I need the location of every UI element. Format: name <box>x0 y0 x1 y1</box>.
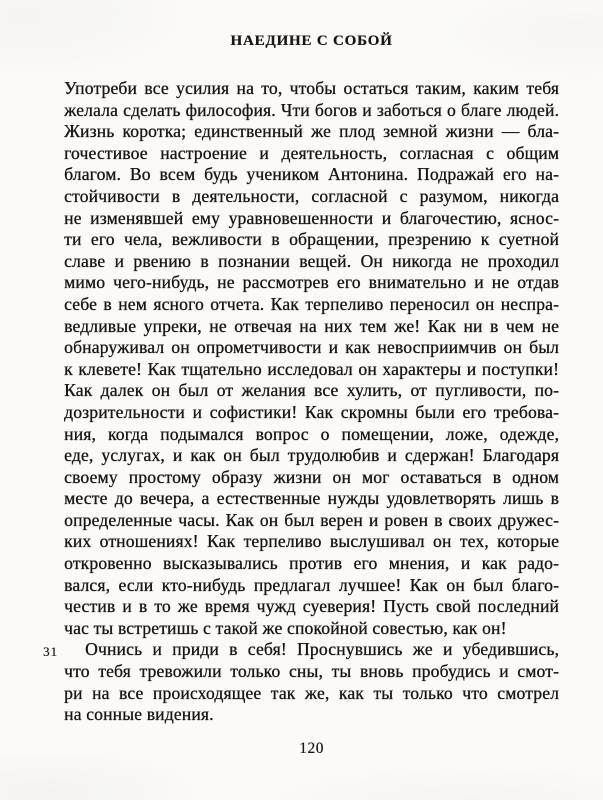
text-line: обнаруживал он опрометчивости и как невосприимчив он был <box>64 337 559 358</box>
text-line: на сонные видения. <box>64 704 214 725</box>
text-line: определенные часы. Как он был верен и ровен в своих дружес- <box>64 509 559 530</box>
text-line: своему простому образу жизни он мог оставаться в одном <box>64 466 559 487</box>
page-number: 120 <box>299 740 324 757</box>
text-line: Употреби все усилия на то, чтобы остаться таким, каким тебя <box>64 78 559 98</box>
text-line: себе в нем ясного отчета. Как терпеливо переносил он неспра- <box>64 293 559 314</box>
text-line: ких отношениях! Как терпеливо выслушивал он тех, которые <box>64 531 559 552</box>
text-line: что тебя тревожили только сны, ты вновь пробудись и смот- <box>64 661 559 682</box>
text-line: откровенно высказывались против его мнения, и как радо- <box>64 553 559 574</box>
text-line: благом. Во всем будь учеником Антонина. Подражай его на- <box>64 164 559 185</box>
text-line: желала сделать философия. Чти богов и заботься о благе людей. <box>64 99 559 120</box>
text-line: ния, когда подымался вопрос о помещении, ложе, одежде, <box>64 423 559 444</box>
text-line: мимо чего-нибудь, не рассмотрев его внимательно и не отдав <box>64 272 559 293</box>
text-line: ри на все происходящее так же, как ты только что смотрел <box>64 682 559 703</box>
text-line: вался, если кто-нибудь предлагал лучшее! Как он был благо- <box>64 574 559 595</box>
text-line: гочестивое настроение и деятельность, согласная с общим <box>64 142 559 163</box>
section-margin-number: 31 <box>43 644 58 659</box>
text-line: Очнись и приди в себя! Проснувшись же и убедившись, <box>85 639 559 660</box>
text-line: Как далек он был от желания все хулить, от пугливости, по- <box>64 380 559 401</box>
text-line: к клевете! Как тщательно исследовал он характеры и поступки! <box>64 358 559 379</box>
running-header: НАЕДИНЕ С СОБОЙ <box>230 33 393 49</box>
text-line: честив и в то же время чужд суеверия! Пусть свой последний <box>64 596 559 617</box>
text-line: ведливые упреки, не отвечая на них тем же! Как ни в чем не <box>64 315 559 336</box>
text-line: дозрительности и софистики! Как скромны были его требова- <box>64 401 559 422</box>
text-line: ти его чела, вежливости в обращении, презрению к суетной <box>64 229 559 250</box>
text-line: месте до вечера, а естественные нужды удовлетворять лишь в <box>64 488 559 509</box>
text-line: славе и рвению в познании вещей. Он никогда не проходил <box>64 250 559 271</box>
body-text <box>64 78 559 726</box>
text-line: стойчивости в деятельности, согласной с разумом, никогда <box>64 185 559 206</box>
text-line: не изменявшей ему уравновешенности и благочестию, яснос- <box>64 207 559 228</box>
text-line: еде, услугах, и как он был трудолюбив и сдержан! Благодаря <box>64 445 559 466</box>
text-line: Жизнь коротка; единственный же плод земной жизни — бла- <box>64 121 559 142</box>
text-line: час ты встретишь с такой же спокойной совестью, как он! <box>64 617 507 638</box>
